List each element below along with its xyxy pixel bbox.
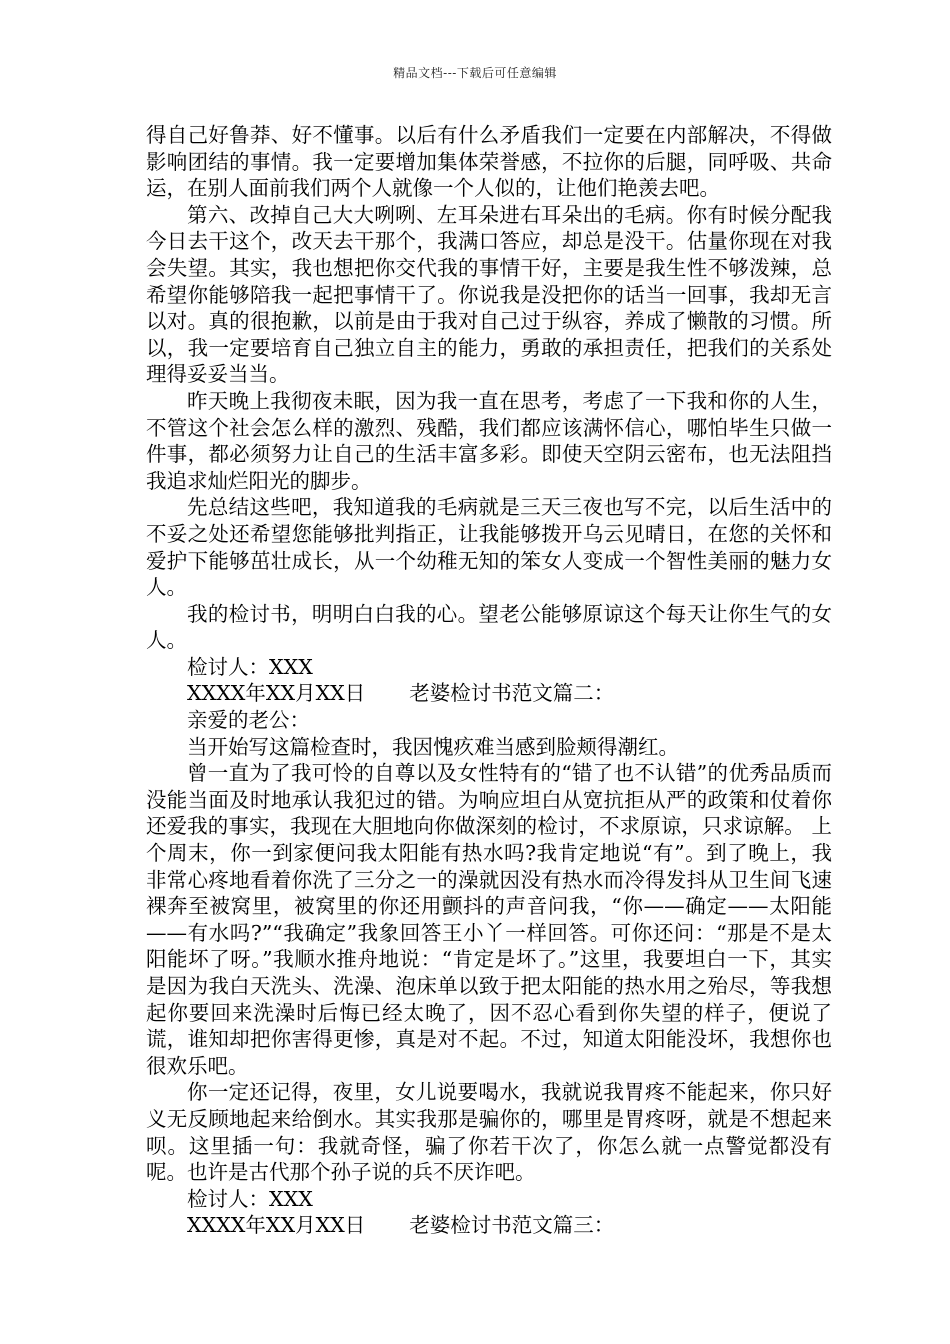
paragraph: 我的检讨书，明明白白我的心。望老公能够原谅这个每天让你生气的女人。 xyxy=(146,601,832,653)
page-header: 精品文档---下载后可任意编辑 xyxy=(393,66,557,80)
signature-date: XXXX年XX月XX日 xyxy=(187,1213,366,1238)
paragraph: 曾一直为了我可怜的自尊以及女性特有的“错了也不认错”的优秀品质而没能当面及时地承认我犯过的错。为响应坦白从宽抗拒从严的政策和仗着你还爱我的事实，我现在大胆地向你做深刻的检讨，不求原谅，只求谅解。 上个周末，你一到家便问我太阳能有热水吗?我肯定地说“有”。到了晚上，我非常心疼地看着你洗了三分之一的澡就因没有热水而冷得发抖从卫生间飞速裸奔至被窝里，被窝里的你还用颤抖的声音问我，“你——确定——太阳能——有水吗?”“我确定”我象回答王小丫一样回答。可你还问：“那是不是太阳能坏了呀。”我顺水推舟地说：“肯定是坏了。”这里，我要坦白一下，其实是因为我白天洗头、洗澡、泡床单以致于把太阳能的热水用之殆尽，等我想起你要回来洗澡时后悔已经太晚了，因不忍心看到你失望的样子，便说了谎，谁知却把你害得更惨，真是对不起。不过，知道太阳能没坏，我想你也很欢乐吧。 xyxy=(146,761,832,1078)
salutation: 亲爱的老公： xyxy=(187,708,310,733)
signature-name: 检讨人：XXX xyxy=(187,1186,313,1211)
signature-date: XXXX年XX月XX日 xyxy=(187,681,366,706)
paragraph: 得自己好鲁莽、好不懂事。以后有什么矛盾我们一定要在内部解决，不得做影响团结的事情。我一定要增加集体荣誉感，不拉你的后腿，同呼吸、共命运，在别人面前我们两个人就像一个人似的，让他们艳羡去吧。 xyxy=(146,123,832,201)
section-title: 老婆检讨书范文篇二： xyxy=(409,681,615,706)
signature-name: 检讨人：XXX xyxy=(187,654,313,679)
paragraph: 第六、改掉自己大大咧咧、左耳朵进右耳朵出的毛病。你有时候分配我今日去干这个，改天去干那个，我满口答应，却总是没干。估量你现在对我会失望。其实，我也想把你交代我的事情干好，主要是我生性不够泼辣，总希望你能够陪我一起把事情干了。你说我是没把你的话当一回事，我却无言以对。真的很抱歉，以前是由于我对自己过于纵容，养成了懒散的习惯。所以，我一定要培育自己独立自主的能力，勇敢的承担责任，把我们的关系处理得妥妥当当。 xyxy=(146,202,832,387)
signature-date-line xyxy=(146,1212,832,1239)
document-body xyxy=(146,122,832,1239)
section-title: 老婆检讨书范文篇三： xyxy=(409,1213,615,1238)
paragraph: 你一定还记得，夜里，女儿说要喝水，我就说我胃疼不能起来，你只好义无反顾地起来给倒水。其实我那是骗你的，哪里是胃疼呀，就是不想起来呗。这里插一句：我就奇怪，骗了你若干次了，你怎么就一点警觉都没有呢。也许是古代那个孙子说的兵不厌诈吧。 xyxy=(146,1080,832,1185)
paragraph: 先总结这些吧，我知道我的毛病就是三天三夜也写不完，以后生活中的不妥之处还希望您能够批判指正，让我能够拨开乌云见晴日，在您的关怀和爱护下能够茁壮成长，从一个幼稚无知的笨女人变成一个智性美丽的魅力女人。 xyxy=(146,495,832,600)
paragraph: 当开始写这篇检查时，我因愧疚难当感到脸颊得潮红。 xyxy=(187,734,679,759)
signature-date-line xyxy=(146,680,832,707)
paragraph: 昨天晚上我彻夜未眠，因为我一直在思考，考虑了一下我和你的人生，不管这个社会怎么样的激烈、残酷，我们都应该满怀信心，哪怕毕生只做一件事，都必须努力让自己的生活丰富多彩。即使天空阴云密布，也无法阻挡我追求灿烂阳光的脚步。 xyxy=(146,388,832,493)
